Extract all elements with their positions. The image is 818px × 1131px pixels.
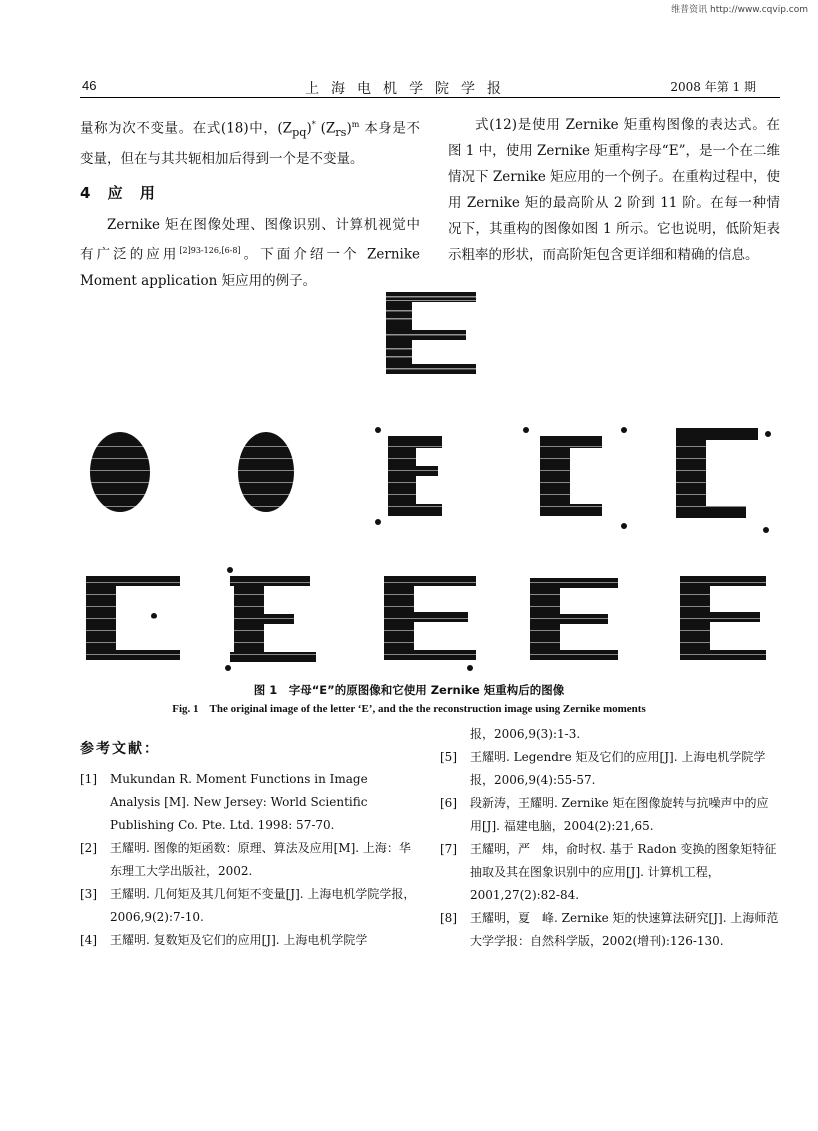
figure-caption-english: Fig. 1 The original image of the letter ‘E’, and the the reconstruction image using Zernike moments [172,703,646,715]
reference-text: 王耀明. 图像的矩函数：原理、算法及应用[M]. 上海：华东理工大学出版社，2002. [110,841,411,878]
text-run: 本身是不变量，但在与其共轭相加后得到一个是不变量。 [80,120,420,168]
journal-title: 上海电机学院学报 [305,81,513,97]
reference-text: Mukundan R. Moment Functions in Image Analysis [M]. New Jersey: World Scientific Publishing Co. Pte. Ltd. 1998: 57-70. [110,772,368,832]
reconstruction-order-9 [384,576,476,671]
reference-item [440,746,780,792]
reference-number: [4] [80,933,97,947]
paragraph-reconstruction: 式(12)是使用 Zernike 矩重构图像的表达式。在图 1 中，使用 Zernike 矩重构字母“E”，是一个在二维情况下 Zernike 矩应用的一个例子。在重构过程中，使用 Zernike 矩的最高阶从 2 阶到 11 阶。在每一种情况下，其重构的图像如图 1 所示。它也说明，低阶矩表示粗率的形状，而高阶矩包含更详细和精确的信息。 [448,117,780,263]
references-heading: 参考文献： [80,741,160,757]
reference-text: 王耀明. Legendre 矩及它们的应用[J]. 上海电机学院学报，2006,9(4):55-57. [470,750,766,787]
reference-text: 王耀明，严 炜，俞时权. 基于 Radon 变换的图象矩特征抽取及其在图象识别中的应用[J]. 计算机工程，2001,27(2):82-84. [470,842,777,902]
reference-item [80,768,420,837]
right-column [448,112,780,268]
page-number: 46 [82,78,97,93]
reconstruction-order-6 [676,428,771,533]
reference-number: [6] [440,796,457,810]
issue-label: 2008 年第 1 期 [670,80,756,94]
reference-text: 段新涛，王耀明. Zernike 矩在图像旋转与抗噪声中的应用[J]. 福建电脑，2004(2):21,65. [470,796,769,833]
figure-letter-e-reconstructions [78,286,778,678]
reference-item [80,883,420,929]
references-left [80,768,420,952]
references-right [440,723,780,953]
reference-item [80,837,420,883]
reconstruction-order-4 [375,427,442,525]
halftone-texture [78,446,778,655]
paragraph-invariant [80,112,420,172]
citation: [2]93-126,[6-8] [179,246,241,256]
left-column [80,112,420,294]
reference-text: 王耀明. 几何矩及其几何矩不变量[J]. 上海电机学院学报，2006,9(2):7-10. [110,887,416,924]
subscript: rs [335,126,347,140]
subscript: pq [292,126,307,140]
reference-item [80,929,420,952]
reference-number: [7] [440,842,457,856]
header-rule [80,97,780,98]
figure-caption-chinese: 图 1 字母“E”的原图像和它使用 Zernike 矩重构后的图像 [253,683,565,697]
reference-number: [3] [80,887,97,901]
reference-item [440,792,780,838]
reference-number: [1] [80,772,97,786]
superscript: * [311,120,316,129]
text-run: (Z [315,120,336,137]
reference-item [440,838,780,907]
reference-item [440,907,780,953]
section-heading: 4 应 用 [80,184,161,203]
text-run: ) [346,120,352,137]
paragraph-application [80,212,420,294]
original-e-image [386,292,476,374]
reference-number: [2] [80,841,97,855]
reference-text: 王耀明. 复数矩及它们的应用[J]. 上海电机学院学 [110,933,368,947]
reference-continuation: 报，2006,9(3):1-3. [470,727,581,741]
reference-text: 王耀明，夏 峰. Zernike 矩的快速算法研究[J]. 上海师范大学学报：自然科学版，2002(增刊):126-130. [470,911,779,948]
superscript: m [351,120,360,129]
text-run: 量称为次不变量。在式(18)中，(Z [80,120,293,137]
reference-number: [8] [440,911,457,925]
reconstruction-order-5 [523,427,627,529]
reconstruction-order-2 [90,432,150,512]
reconstruction-order-3 [238,432,294,512]
text-run: ) [306,120,312,137]
text-run: Zernike 矩在图像处理、图像识别、计算机视觉中有广泛的应用 [80,217,420,263]
watermark: 维普资讯 http://www.cqvip.com [671,5,808,15]
text-run: 。下面介绍一个 Zernike Moment application 矩应用的例子。 [80,246,421,289]
reference-number: [5] [440,750,457,764]
